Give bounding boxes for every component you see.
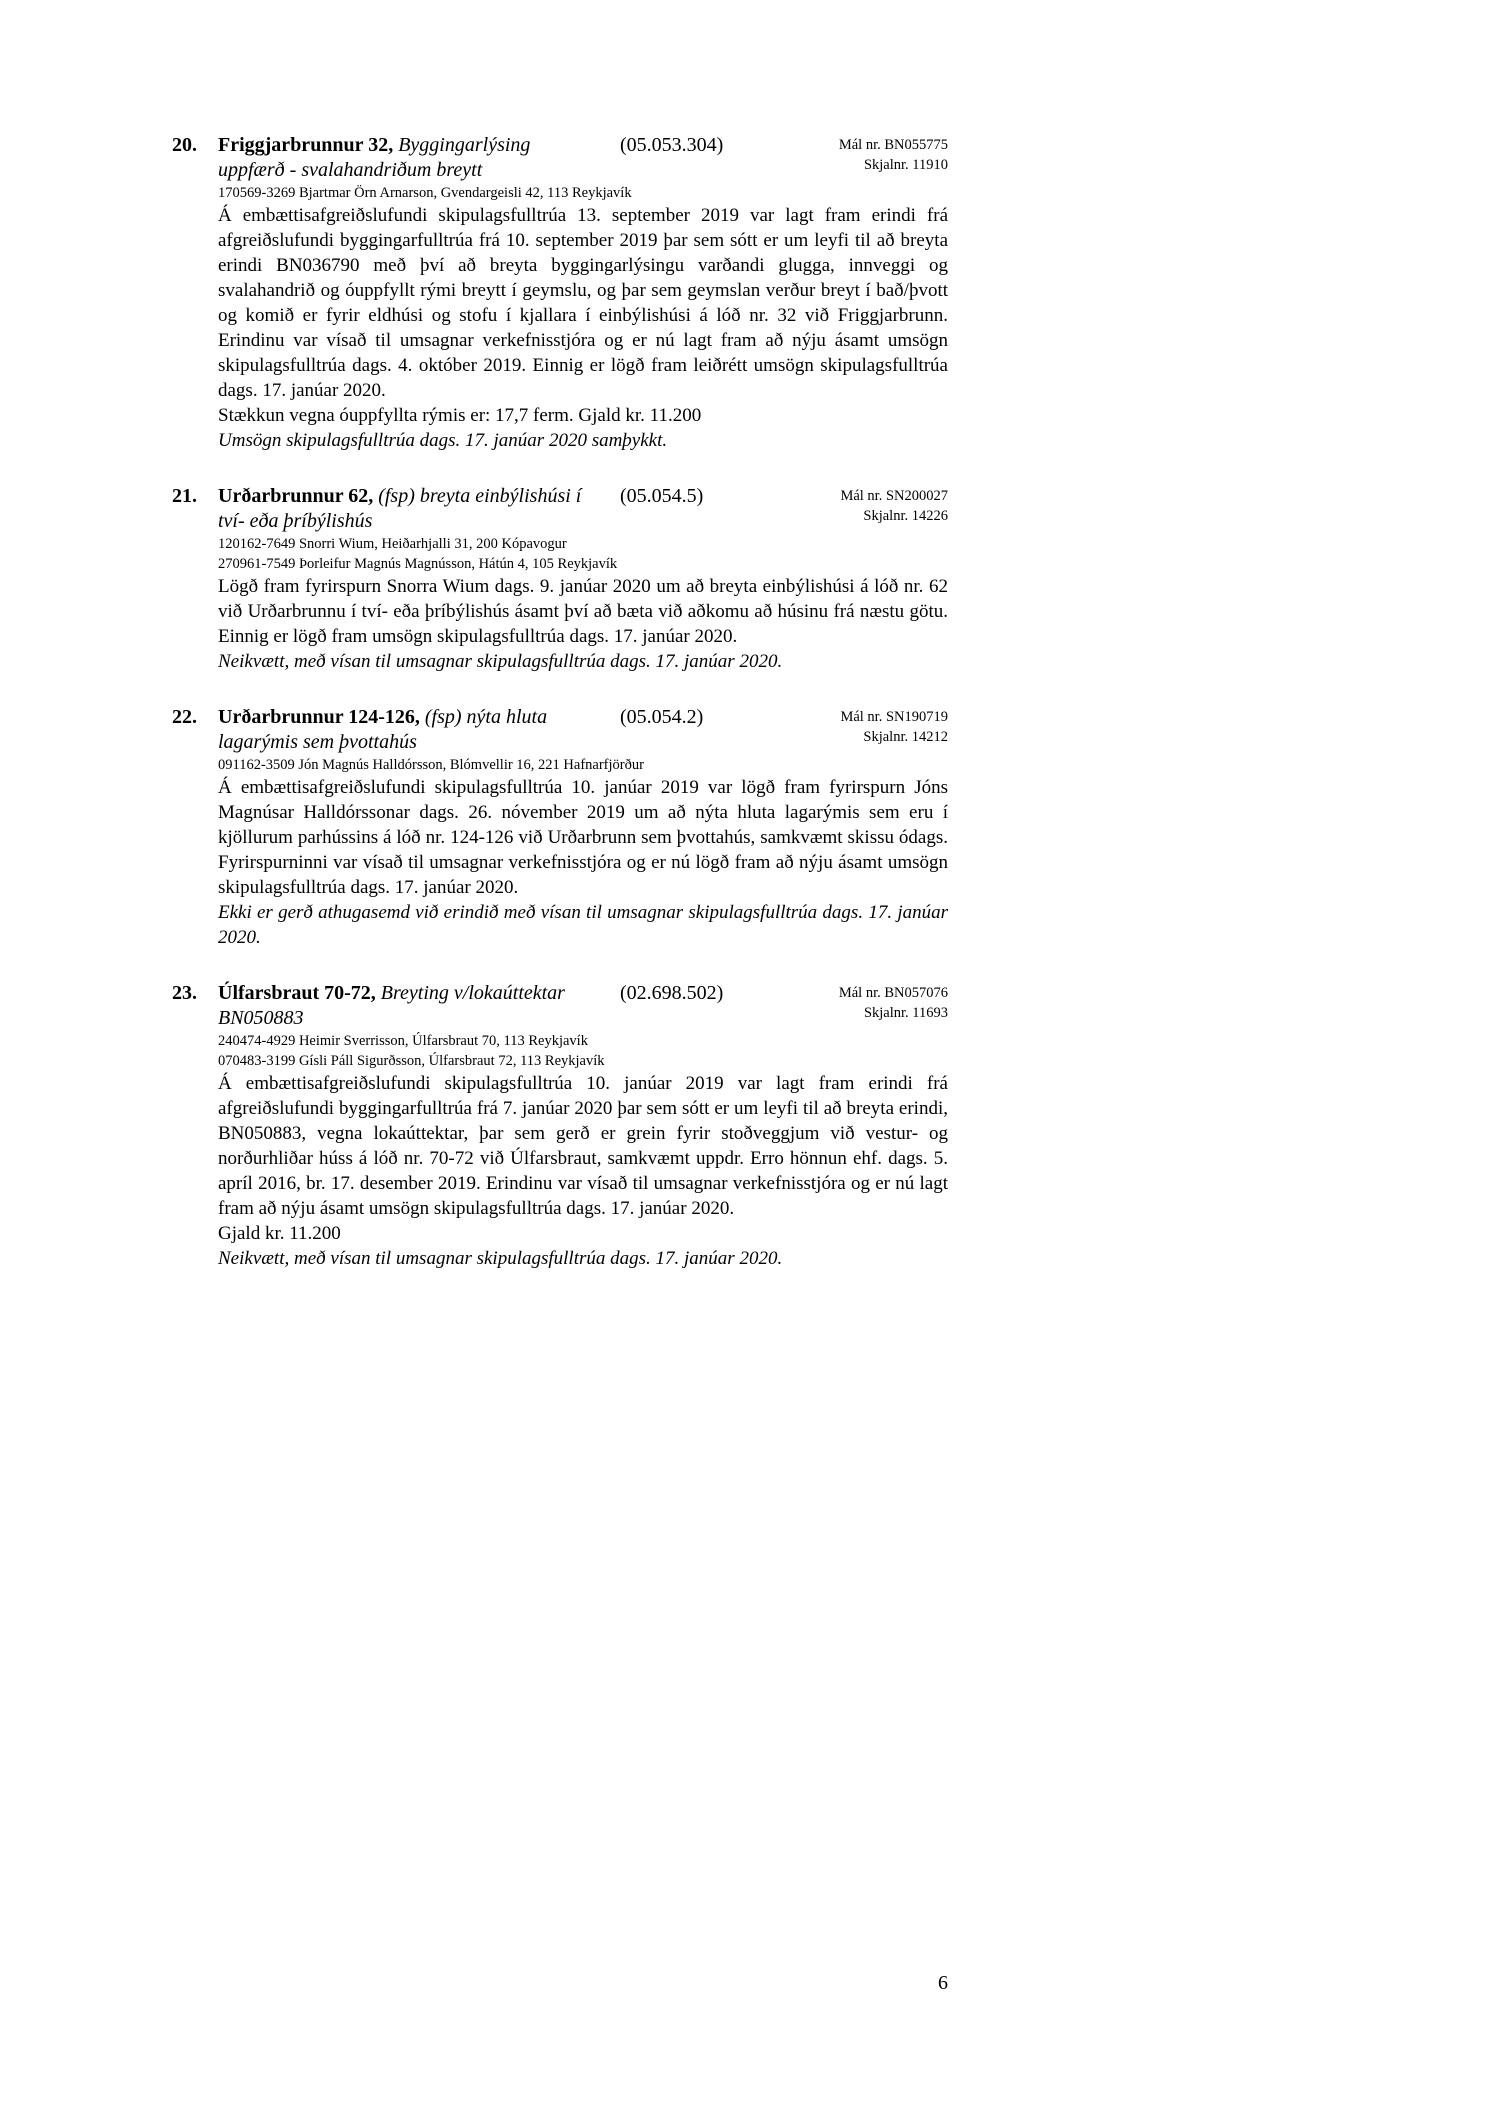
case-number: Mál nr. SN190719 (840, 709, 948, 725)
item-title-line-1 (218, 484, 620, 509)
document-number: Skjalnr. 14226 (863, 508, 948, 524)
item-header (172, 133, 948, 183)
item-subject-continued: uppfærð - svalahandriðum breytt (218, 159, 483, 181)
item-title-block (218, 981, 620, 1031)
plot-code: (02.698.502) (620, 982, 724, 1004)
item-address: Urðarbrunnur 62, (218, 485, 374, 507)
agenda-item-22 (172, 705, 948, 950)
applicant-line: 070483-3199 Gísli Páll Sigurðsson, Úlfarsbraut 72, 113 Reykjavík (218, 1053, 605, 1069)
case-number: Mál nr. BN057076 (838, 985, 948, 1001)
applicant-line: 120162-7649 Snorri Wium, Heiðarhjalli 31, 200 Kópavogur (218, 536, 567, 552)
item-address: Urðarbrunnur 124-126, (218, 706, 420, 728)
item-title-block (218, 705, 620, 755)
item-subject-continued: lagarýmis sem þvottahús (218, 731, 417, 753)
item-number: 23. (172, 982, 197, 1004)
item-title-block (218, 133, 620, 183)
applicant-line: 270961-7549 Þorleifur Magnús Magnússon, Hátún 4, 105 Reykjavík (218, 556, 618, 572)
item-subject-continued: tví- eða þríbýlishús (218, 510, 373, 532)
item-address: Friggjarbrunnur 32, (218, 134, 394, 156)
item-paragraph: Á embættisafgreiðslufundi skipulagsfulltrúa 10. janúar 2019 var lögð fram fyrirspurn Jóns Magnúsar Halldórssonar dags. 26. nóvember 2019 um að nýta hluta lagarýmis sem eru í kjöllurum parhússins á lóð nr. 124-126 við Urðarbrunn sem þvottahús, samkvæmt skissu ódags. Fyrirspurninni var vísað til umsagnar verkefnisstjóra og er nú lögð fram að nýju ásamt umsögn skipulagsfulltrúa dags. 17. janúar 2020. (218, 777, 948, 898)
item-number: 21. (172, 485, 197, 507)
case-number: Mál nr. SN200027 (840, 488, 948, 504)
decision-line: Ekki er gerð athugasemd við erindið með vísan til umsagnar skipulagsfulltrúa dags. 17. janúar 2020. (218, 902, 948, 948)
item-body (218, 534, 948, 674)
minutes-content (172, 133, 948, 1302)
case-number: Mál nr. BN055775 (838, 137, 948, 153)
document-number: Skjalnr. 11910 (863, 157, 948, 173)
item-paragraph: Á embættisafgreiðslufundi skipulagsfulltrúa 10. janúar 2019 var lagt fram erindi frá afgreiðslufundi byggingarfulltrúa frá 7. janúar 2020 þar sem sótt er um leyfi til að breyta erindi, BN050883, vegna lokaúttektar, þar sem gerð er grein fyrir stoðveggjum við vestur- og norðurhliðar húss á lóð nr. 70-72 við Úlfarsbraut, samkvæmt uppdr. Erro hönnun ehf. dags. 5. apríl 2016, br. 17. desember 2019. Erindinu var vísað til umsagnar verkefnisstjóra og er nú lagt fram að nýju ásamt umsögn skipulagsfulltrúa dags. 17. janúar 2020. (218, 1073, 948, 1219)
item-header (172, 484, 948, 534)
item-paragraph: Á embættisafgreiðslufundi skipulagsfulltrúa 13. september 2019 var lagt fram erindi frá afgreiðslufundi byggingarfulltrúa frá 10. september 2019 þar sem sótt er um leyfi til að breyta erindi BN036790 með því að breyta byggingarlýsingu varðandi glugga, innveggi og svalahandrið og óuppfyllt rými breytt í geymslu, og þar sem geymslan verður breyt í bað/þvott og komið er fyrir eldhúsi og stofu í kjallara í einbýlishúsi á lóð nr. 32 við Friggjarbrunn. Erindinu var vísað til umsagnar verkefnisstjóra og er nú lagt fram að nýju ásamt umsögn skipulagsfulltrúa dags. 4. október 2019. Einnig er lögð fram leiðrétt umsögn skipulagsfulltrúa dags. 17. janúar 2020. (218, 205, 948, 401)
item-body (218, 755, 948, 950)
agenda-item-23 (172, 981, 948, 1271)
case-info (768, 484, 948, 526)
item-body (218, 1031, 948, 1271)
agenda-item-21 (172, 484, 948, 674)
item-subject: Byggingarlýsing (398, 134, 531, 156)
item-title-line-1 (218, 133, 620, 158)
item-header (172, 705, 948, 755)
decision-line: Neikvætt, með vísan til umsagnar skipulagsfulltrúa dags. 17. janúar 2020. (218, 651, 783, 672)
fee-line: Gjald kr. 11.200 (218, 1223, 341, 1244)
applicant-line: 240474-4929 Heimir Sverrisson, Úlfarsbraut 70, 113 Reykjavík (218, 1033, 588, 1049)
applicant-line: 091162-3509 Jón Magnús Halldórsson, Blómvellir 16, 221 Hafnarfjörður (218, 757, 644, 773)
plot-code: (05.054.2) (620, 706, 704, 728)
item-subject: Breyting v/lokaúttektar (380, 982, 565, 1004)
plot-code: (05.053.304) (620, 134, 724, 156)
item-title-block (218, 484, 620, 534)
item-subject: (fsp) breyta einbýlishúsi í (378, 485, 582, 507)
item-title-line-2 (218, 158, 620, 183)
decision-line: Umsögn skipulagsfulltrúa dags. 17. janúar 2020 samþykkt. (218, 430, 668, 451)
case-info (768, 705, 948, 747)
fee-line: Stækkun vegna óuppfyllta rýmis er: 17,7 ferm. Gjald kr. 11.200 (218, 405, 702, 426)
decision-line: Neikvætt, með vísan til umsagnar skipulagsfulltrúa dags. 17. janúar 2020. (218, 1248, 783, 1269)
document-number: Skjalnr. 11693 (863, 1005, 948, 1021)
item-title-line-1 (218, 705, 620, 730)
page-number: 6 (938, 1972, 948, 1994)
item-number: 22. (172, 706, 197, 728)
applicant-line: 170569-3269 Bjartmar Örn Arnarson, Gvendargeisli 42, 113 Reykjavík (218, 185, 632, 201)
item-header (172, 981, 948, 1031)
item-body (218, 183, 948, 453)
document-number: Skjalnr. 14212 (863, 729, 948, 745)
item-number: 20. (172, 134, 197, 156)
item-subject: (fsp) nýta hluta (424, 706, 548, 728)
item-title-line-2 (218, 730, 620, 755)
item-subject-continued: BN050883 (218, 1007, 304, 1029)
item-address: Úlfarsbraut 70-72, (218, 982, 376, 1004)
case-info (768, 981, 948, 1023)
item-title-line-1 (218, 981, 620, 1006)
item-title-line-2 (218, 1006, 620, 1031)
case-info (768, 133, 948, 175)
item-paragraph: Lögð fram fyrirspurn Snorra Wium dags. 9. janúar 2020 um að breyta einbýlishúsi á lóð nr. 62 við Urðarbrunnu í tví- eða þríbýlishús ásamt því að bæta við aðkomu að húsinu frá næstu götu. Einnig er lögð fram umsögn skipulagsfulltrúa dags. 17. janúar 2020. (218, 576, 948, 647)
agenda-item-20 (172, 133, 948, 453)
plot-code: (05.054.5) (620, 485, 704, 507)
item-title-line-2 (218, 509, 620, 534)
